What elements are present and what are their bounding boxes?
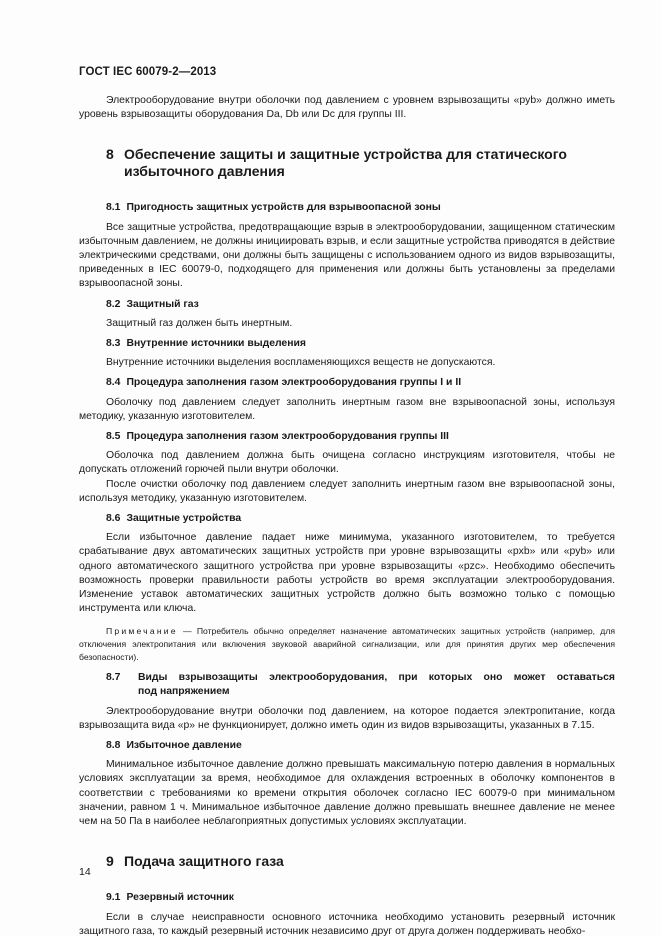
- subsection-9-1-heading: [79, 891, 615, 905]
- page-number: 14: [79, 866, 91, 878]
- subsection-8-8-title: Избыточное давление: [126, 740, 242, 752]
- subsection-8-3-number: 8.3: [106, 338, 121, 350]
- note-text: — Потребитель обычно определяет назначение автоматических защитных устройств (например, для отключения электропитания или включения звуковой аварийной сигнализации, или для принятия других мер обеспечения безопасности).: [79, 626, 615, 662]
- subsection-8-4-heading: [79, 376, 615, 390]
- subsection-9-1-text: Если в случае неисправности основного источника необходимо установить резервный источник защитного газа, то каждый резервный источник независимо друг от друга должен поддерживать необхо-: [79, 911, 615, 937]
- subsection-8-5-title: Процедура заполнения газом электрооборудования группы III: [126, 431, 449, 443]
- page-content: [79, 94, 615, 939]
- subsection-8-4-text: Оболочку под давлением следует заполнить инертным газом вне взрывоопасной зоны, используя методику, указанную изготовителем.: [79, 396, 615, 422]
- subsection-8-1-text: Все защитные устройства, предотвращающие взрыв в электрооборудовании, защищенном статическим избыточным давлением, не должны инициировать взрыв, и если защитные устройства приводятся в действие электрическими средствами, они должны быть защищены с использованием одного из видов взрывозащиты, приведенных в IEC 60079-0, подходящего для применения или должны быть установлены за пределами взрывоопасной зоны.: [79, 221, 615, 290]
- subsection-8-7-title: [138, 671, 615, 699]
- subsection-8-7-text: Электрооборудование внутри оболочки под давлением, на которое подается электропитание, когда взрывозащита вида «p» не функционирует, должно иметь один из видов взрывозащиты, указанных в 7.15.: [79, 705, 615, 731]
- note-label: Примечание: [106, 626, 178, 637]
- section-9-heading: [79, 853, 615, 870]
- subsection-8-3-text: Внутренние источники выделения воспламеняющихся веществ не допускаются.: [106, 357, 496, 369]
- subsection-8-6-heading: [79, 512, 615, 526]
- section-8-number: 8: [106, 146, 114, 163]
- section-8-title: Обеспечение защиты и защитные устройства для статического избыточного давления: [124, 146, 567, 180]
- subsection-9-1-number: 9.1: [106, 892, 121, 904]
- section-9-title: Подача защитного газа: [124, 853, 284, 870]
- subsection-8-8-number: 8.8: [106, 740, 121, 752]
- document-header: ГОСТ IEC 60079-2—2013: [79, 66, 217, 78]
- subsection-8-7-title-line-1: Виды взрывозащиты электрооборудования, при которых оно может оставаться: [138, 672, 615, 684]
- subsection-8-1-title: Пригодность защитных устройств для взрывоопасной зоны: [126, 202, 441, 214]
- subsection-8-5-text-1: Оболочка под давлением должна быть очищена согласно инструкциям изготовителя, чтобы не допускать отложений горючей пыли внутри оболочки.: [79, 450, 615, 476]
- subsection-8-4-title: Процедура заполнения газом электрооборудования группы I и II: [126, 377, 462, 389]
- subsection-8-5-number: 8.5: [106, 431, 121, 443]
- section-8-heading: [79, 146, 615, 180]
- subsection-8-4-number: 8.4: [106, 377, 121, 389]
- intro-paragraph: Электрооборудование внутри оболочки под давлением с уровнем взрывозащиты «pyb» должно иметь уровень взрывозащиты оборудования Da, Db или Dc для группы III.: [79, 95, 615, 121]
- subsection-8-5-text-2: После очистки оболочку под давлением следует заполнить инертным газом вне взрывоопасной зоны, используя методику, указанную изготовителем.: [79, 478, 615, 504]
- subsection-8-2-title: Защитный газ: [126, 298, 199, 310]
- subsection-8-6-title: Защитные устройства: [126, 513, 242, 525]
- subsection-8-2-heading: [79, 298, 615, 312]
- subsection-8-7-number: 8.7: [106, 672, 121, 684]
- subsection-8-7-title-line-2: под напряжением: [138, 686, 230, 698]
- subsection-8-6-text: Если избыточное давление падает ниже минимума, указанного изготовителем, то требуется срабатывание двух автоматических защитных устройств при уровне взрывозащиты «pxb» или «pyb» или одного автоматического защитного устройства при уровне взрывозащиты «pzc». Необходимо обеспечить возможность проверки правильности работы устройств во время эксплуатации электрооборудования. Изменение уставок автоматических защитных устройств должно быть возможно только с помощью инструмента или ключа.: [79, 532, 615, 615]
- subsection-8-5-heading: [79, 430, 615, 444]
- subsection-8-6-note: [79, 625, 615, 663]
- subsection-8-2-number: 8.2: [106, 298, 121, 310]
- subsection-8-7-heading: [79, 671, 615, 699]
- section-9-number: 9: [106, 853, 114, 870]
- subsection-8-8-text: Минимальное избыточное давление должно превышать максимальную потерю давления в нормальных условиях эксплуатации за время, необходимое для охлаждения встроенных в оболочку компонентов в соответствии с требованиями ко времени открытия оболочек согласно IEC 60079-0 при минимальном значении, равном 1 ч. Минимальное избыточное давление должно превышать внешнее давление не менее чем на 50 Па в наиболее неблагоприятных допустимых условиях эксплуатации.: [79, 759, 615, 828]
- subsection-8-1-heading: [79, 201, 615, 215]
- subsection-8-6-number: 8.6: [106, 513, 121, 525]
- subsection-8-1-number: 8.1: [106, 202, 121, 214]
- subsection-8-8-heading: [79, 739, 615, 753]
- subsection-9-1-title: Резервный источник: [126, 892, 234, 904]
- subsection-8-3-title: Внутренние источники выделения: [126, 338, 306, 350]
- subsection-8-2-text: Защитный газ должен быть инертным.: [106, 317, 293, 329]
- subsection-8-3-heading: [79, 337, 615, 351]
